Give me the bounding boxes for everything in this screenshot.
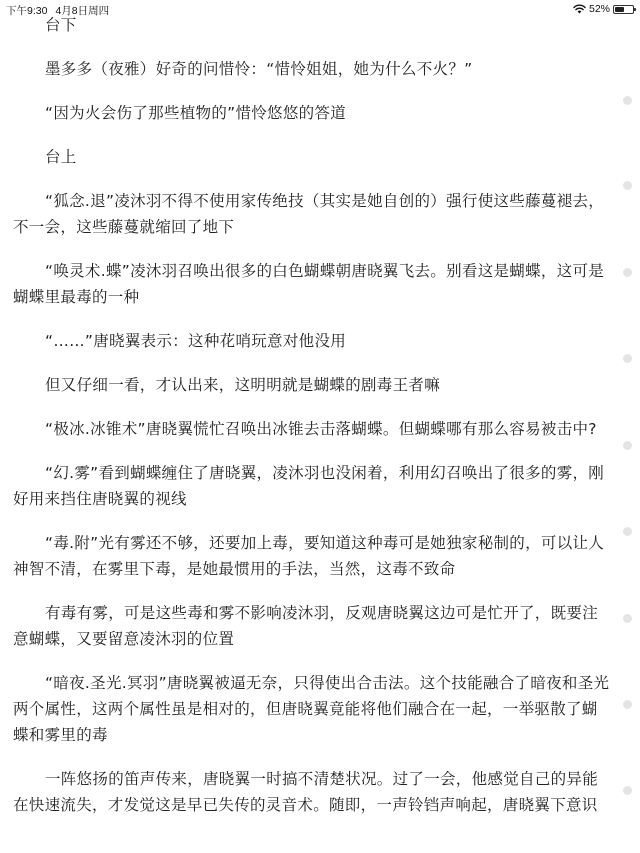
paragraph: “……”唐晓翼表示：这种花哨玩意对他没用 — [45, 332, 347, 350]
paragraph: “因为火会伤了那些植物的”惜怜悠悠的答道 — [45, 104, 347, 122]
page-dot[interactable] — [623, 786, 632, 795]
page-dot[interactable] — [623, 527, 632, 536]
page-dot[interactable] — [623, 354, 632, 363]
paragraph: 但又仔细一看，才认出来，这明明就是蝴蝶的剧毒王者嘛 — [45, 376, 441, 394]
paragraph: 有毒有雾，可是这些毒和雾不影响凌沐羽，反观唐晓翼这边可是忙开了，既要注意蝴蝶，又要留意凌沐羽的位置 — [13, 604, 599, 648]
status-date: 4月8日周四 — [55, 5, 110, 17]
status-time: 下午9:30 — [6, 5, 48, 17]
paragraph: 台上 — [45, 148, 77, 166]
page-dot[interactable] — [623, 268, 632, 277]
paragraph: “狐念.退”凌沐羽不得不使用家传绝技（其实是她自创的）强行使这些藤蔓褪去，不一会，这些藤蔓就缩回了地下 — [13, 192, 605, 236]
paragraph: “幻.雾”看到蝴蝶缠住了唐晓翼，凌沐羽也没闲着，利用幻召唤出了很多的雾，刚好用来挡住唐晓翼的视线 — [13, 464, 605, 508]
page-dot[interactable] — [623, 96, 632, 105]
paragraph: 台下 — [45, 16, 77, 34]
page-dot[interactable] — [623, 700, 632, 709]
paragraph: 墨多多（夜雅）好奇的问惜怜：“惜怜姐姐，她为什么不火？” — [45, 60, 473, 78]
page-dot[interactable] — [623, 181, 632, 190]
paragraph: 一阵悠扬的笛声传来，唐晓翼一时搞不清楚状况。过了一会，他感觉自己的异能在快速流失，才发觉这是早已失传的灵音术。随即，一声铃铛声响起，唐晓翼下意识 — [13, 770, 599, 814]
article-body — [13, 12, 613, 836]
battery-percent: 52% — [588, 3, 610, 15]
paragraph: “极冰.冰锥术”唐晓翼慌忙召唤出冰锥去击落蝴蝶。但蝴蝶哪有那么容易被击中? — [45, 420, 597, 438]
battery-icon — [613, 5, 634, 14]
paragraph: “毒.附”光有雾还不够，还要加上毒，要知道这种毒可是她独家秘制的，可以让人神智不清，在雾里下毒，是她最惯用的手法，当然，这毒不致命 — [13, 534, 605, 578]
page-dot[interactable] — [623, 614, 632, 623]
page-dot[interactable] — [623, 441, 632, 450]
battery-level-fill — [615, 7, 624, 12]
paragraph: “唤灵术.蝶”凌沐羽召唤出很多的白色蝴蝶朝唐晓翼飞去。别看这是蝴蝶，这可是蝴蝶里最毒的一种 — [13, 262, 605, 306]
paragraph: “暗夜.圣光.冥羽”唐晓翼被逼无奈，只得使出合击法。这个技能融合了暗夜和圣光两个属性，这两个属性虽是相对的，但唐晓翼竟能将他们融合在一起，一举驱散了蝴蝶和雾里的毒 — [13, 674, 610, 744]
